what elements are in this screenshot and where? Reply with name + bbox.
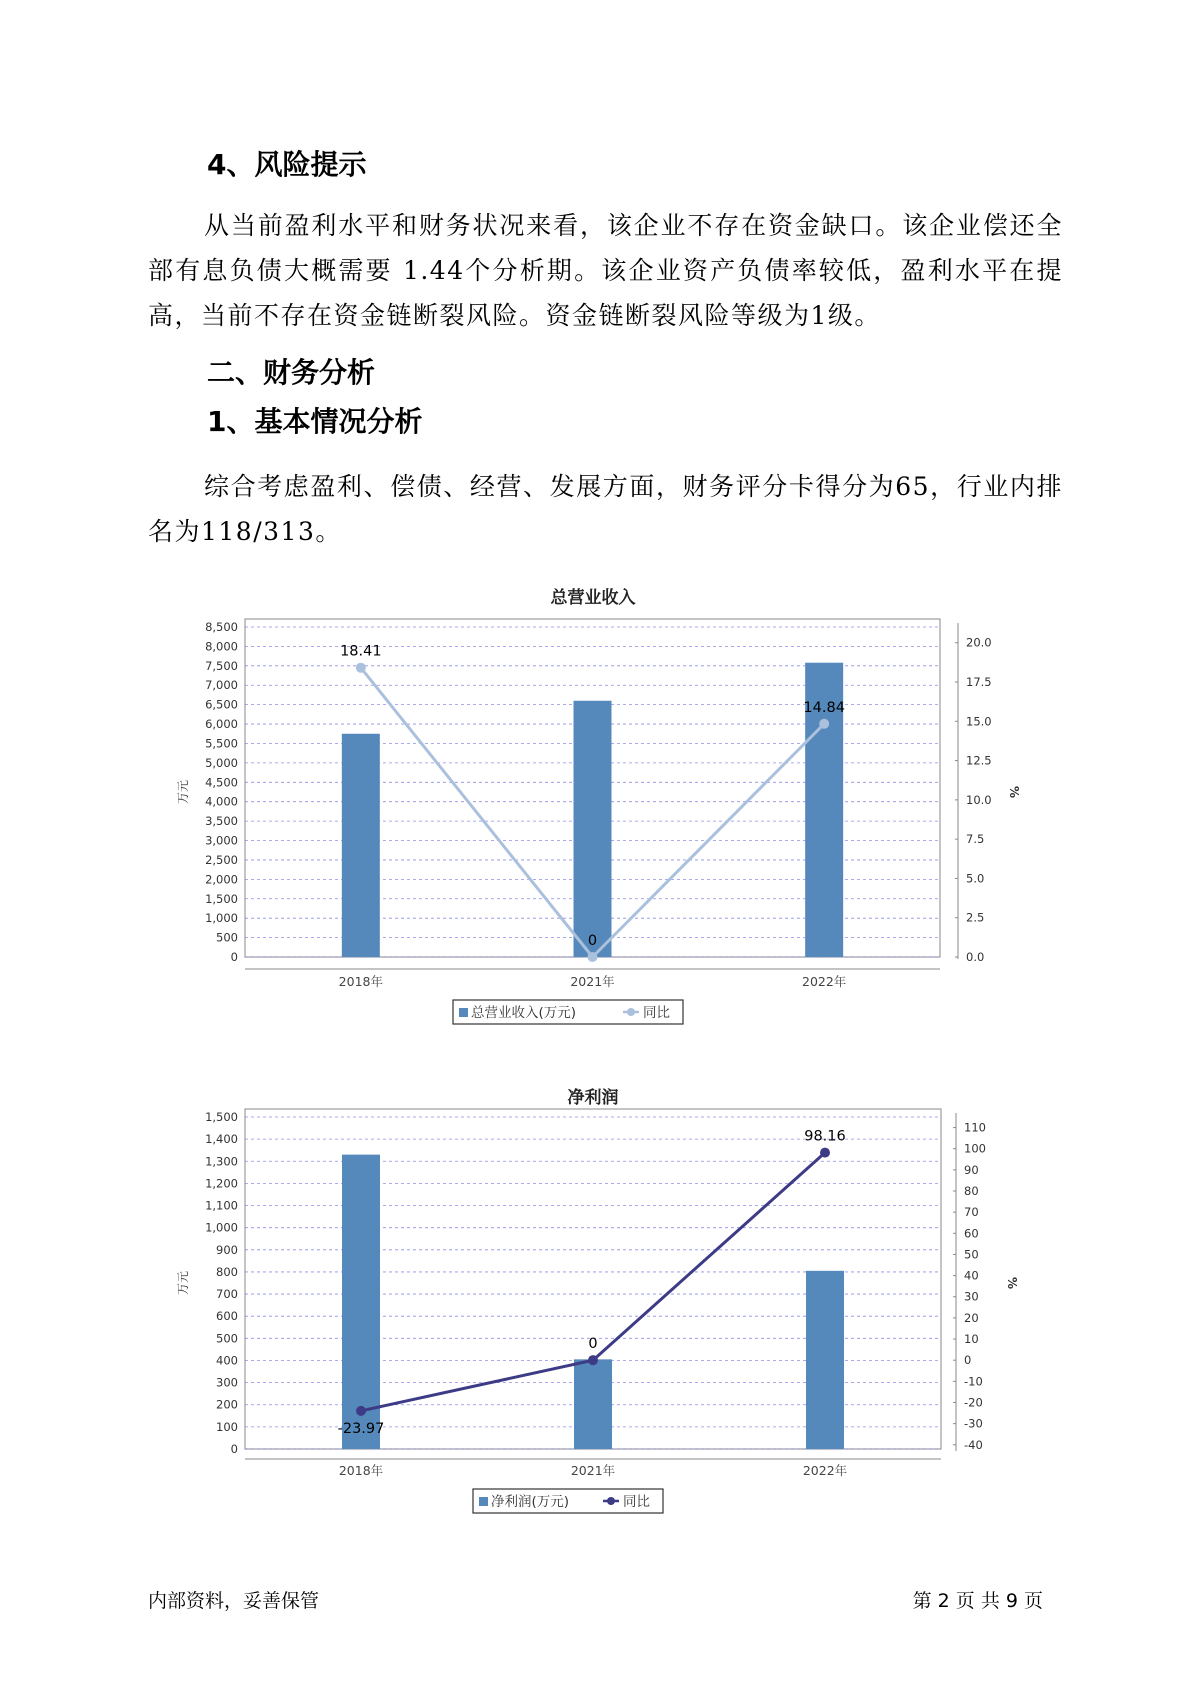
bar [342, 734, 380, 957]
y2-tick-label: 12.5 [966, 753, 992, 768]
y-tick-label: 500 [216, 1331, 238, 1346]
data-label: 0 [587, 933, 598, 949]
data-label: 18.41 [340, 643, 382, 660]
data-label: -23.97 [337, 1420, 385, 1437]
y-tick-label: 4,000 [205, 794, 238, 809]
y2-tick-label: 2.5 [966, 910, 985, 925]
y2-tick-label: 15.0 [966, 714, 992, 729]
x-tick-label: 2022年 [802, 974, 847, 989]
y-tick-label: 5,000 [205, 755, 238, 770]
basic-paragraph: 综合考虑盈利、偿债、经营、发展方面，财务评分卡得分为65，行业内排名为118/313。 [148, 472, 1063, 546]
risk-heading: 4、风险提示 [207, 148, 367, 181]
y-tick-label: 1,100 [205, 1198, 238, 1213]
y-tick-label: 4,500 [205, 775, 238, 790]
data-label: 14.84 [803, 699, 845, 716]
y2-tick-label: 30 [964, 1289, 979, 1304]
y2-tick-label: 40 [964, 1268, 979, 1283]
line-point [356, 1406, 366, 1416]
footer-page-number: 第 2 页 共 9 页 [912, 1590, 1043, 1612]
y2-tick-label: 5.0 [966, 871, 985, 886]
bar [806, 1271, 844, 1449]
y-tick-label: 0 [230, 1442, 238, 1456]
y-tick-label: 2,500 [205, 852, 238, 867]
y2-tick-label: 10.0 [966, 792, 992, 807]
y-tick-label: 2,000 [205, 872, 238, 887]
y-tick-label: 8,000 [205, 639, 238, 654]
x-tick-label: 2018年 [338, 1463, 384, 1478]
y-tick-label: 1,500 [205, 1110, 238, 1124]
y-tick-label: 5,500 [205, 736, 238, 751]
y-tick-label: 700 [216, 1287, 238, 1302]
y-tick-label: 7,500 [205, 658, 238, 673]
data-label: 98.16 [804, 1128, 846, 1145]
y2-tick-label: -30 [964, 1416, 983, 1431]
y-tick-label: 7,000 [205, 678, 238, 693]
line-point [588, 952, 598, 962]
x-tick-label: 2021年 [570, 974, 615, 989]
y2-tick-label: 20.0 [966, 635, 992, 650]
line-point [588, 1355, 598, 1365]
y2-tick-label: 7.5 [966, 832, 985, 847]
y-tick-label: 3,000 [205, 833, 238, 848]
y2-tick-label: -40 [964, 1437, 983, 1452]
y-axis-label: 万元 [176, 1270, 190, 1296]
y-axis-label: 万元 [176, 779, 190, 805]
legend-line-label: 同比 [643, 1005, 670, 1021]
line-point [819, 719, 829, 729]
y2-axis-label: % [1007, 785, 1021, 799]
y-tick-label: 3,500 [205, 814, 238, 829]
data-label: 0 [588, 1336, 598, 1353]
y-tick-label: 500 [216, 930, 238, 945]
net-profit-chart [150, 1075, 1030, 1535]
y-tick-label: 6,500 [205, 697, 238, 712]
legend-bar-swatch [479, 1497, 488, 1506]
legend-line-marker [627, 1008, 635, 1016]
y2-tick-label: -20 [964, 1395, 983, 1410]
x-tick-label: 2021年 [570, 1463, 616, 1478]
y2-tick-label: 20 [964, 1310, 979, 1325]
y-tick-label: 0 [230, 950, 238, 964]
legend-bar-swatch [459, 1008, 468, 1017]
y2-tick-label: 17.5 [966, 675, 992, 689]
y2-tick-label: 110 [964, 1120, 986, 1135]
y-tick-label: 300 [216, 1375, 238, 1390]
y-tick-label: 1,400 [205, 1132, 238, 1147]
chart-title: 净利润 [567, 1088, 619, 1108]
risk-paragraph: 从当前盈利水平和财务状况来看，该企业不存在资金缺口。该企业偿还全部有息负债大概需要 1.44个分析期。该企业资产负债率较低，盈利水平在提高，当前不存在资金链断裂风险。资金链断裂风险等级为1级。 [148, 211, 1063, 330]
x-tick-label: 2018年 [338, 974, 383, 989]
y-tick-label: 1,000 [205, 1220, 238, 1235]
revenue-chart [150, 575, 1030, 1030]
y2-tick-label: 100 [964, 1141, 986, 1156]
finance-heading: 二、财务分析 [207, 356, 376, 389]
y2-tick-label: 0 [964, 1353, 972, 1368]
y-tick-label: 6,000 [205, 717, 238, 732]
y2-tick-label: 80 [964, 1184, 979, 1199]
legend-bar-label: 净利润(万元) [491, 1494, 570, 1510]
y2-tick-label: 50 [964, 1247, 979, 1262]
y2-tick-label: -10 [964, 1374, 983, 1389]
y2-tick-label: 0.0 [966, 950, 985, 964]
y-tick-label: 1,500 [205, 891, 238, 906]
line-point [820, 1148, 830, 1158]
y-tick-label: 1,300 [205, 1154, 238, 1169]
y-tick-label: 200 [216, 1397, 238, 1412]
line-point [356, 663, 366, 673]
y-tick-label: 100 [216, 1419, 238, 1434]
basic-heading: 1、基本情况分析 [207, 405, 423, 438]
legend-bar-label: 总营业收入(万元) [471, 1005, 577, 1021]
y-tick-label: 900 [216, 1242, 238, 1257]
chart-title: 总营业收入 [550, 588, 636, 608]
y-tick-label: 1,200 [205, 1176, 238, 1191]
y2-tick-label: 70 [964, 1205, 979, 1220]
y-tick-label: 800 [216, 1264, 238, 1279]
bar [342, 1155, 380, 1449]
bar [574, 1359, 612, 1449]
bar [574, 701, 612, 957]
legend-line-marker [607, 1497, 615, 1505]
y-tick-label: 8,500 [205, 620, 238, 634]
y2-tick-label: 10 [964, 1332, 979, 1347]
y2-axis-label: % [1005, 1276, 1019, 1290]
footer-confidential: 内部资料，妥善保管 [148, 1590, 320, 1612]
x-tick-label: 2022年 [802, 1463, 848, 1478]
legend-line-label: 同比 [623, 1494, 650, 1510]
y-tick-label: 600 [216, 1309, 238, 1324]
y2-tick-label: 90 [964, 1162, 979, 1177]
y-tick-label: 400 [216, 1353, 238, 1368]
y-tick-label: 1,000 [205, 911, 238, 926]
y2-tick-label: 60 [964, 1226, 979, 1241]
